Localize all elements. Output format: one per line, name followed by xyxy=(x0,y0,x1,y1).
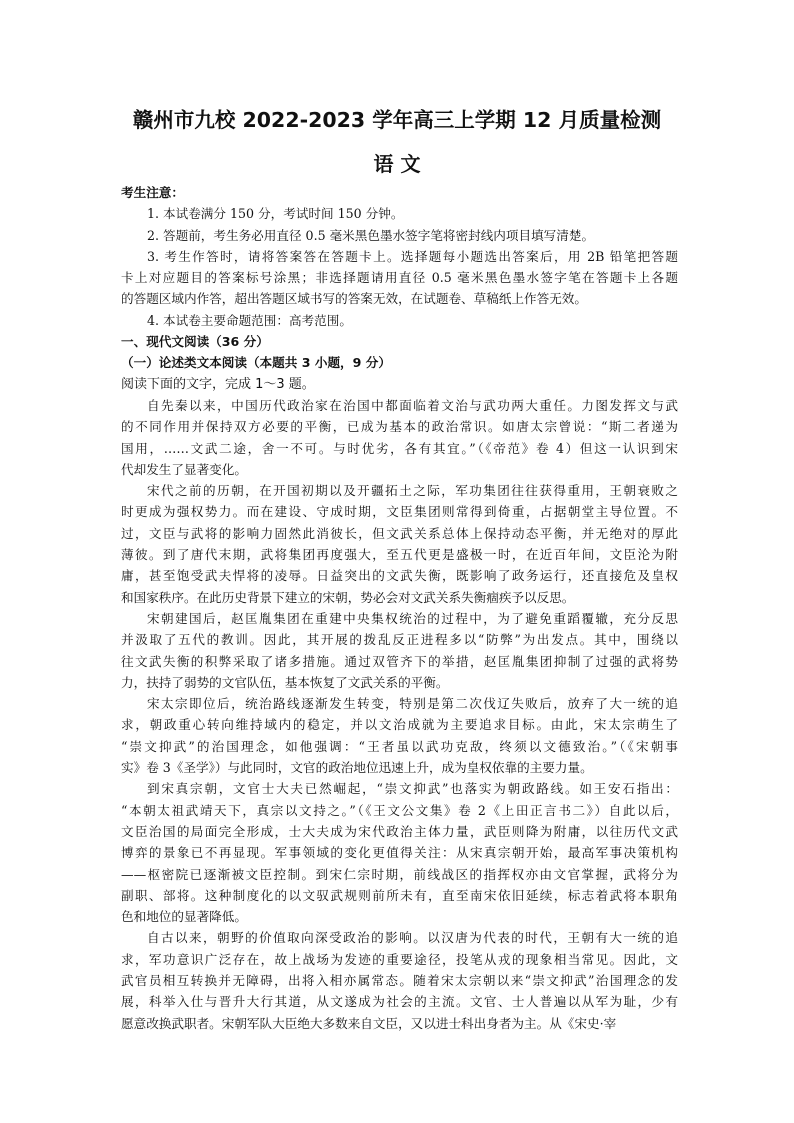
passage-line: 的不同作用并保持双方必要的平衡，已成为基本的政治常识。如唐太宗曾说：“斯二者递为 xyxy=(121,419,678,435)
passage-line: 副职、部将。这种制度化的以文驭武规则前所未有，直至南宋依旧延续，标志着武将本职角 xyxy=(121,887,678,903)
passage-line: 宋太宗即位后，统治路线逐渐发生转变，特别是第二次伐辽失败后，放弃了大一统的追 xyxy=(147,696,678,712)
passage-line: 庸，甚至饱受武夫悍将的凌辱。日益突出的文武失衡，既影响了政务运行，还直接危及皇权 xyxy=(121,568,678,584)
passage-line: “崇文抑武”的治国理念，如他强调：“王者虽以武功克敌，终须以文德致治。”（《宋朝事 xyxy=(121,738,678,754)
notice-item: 1. 本试卷满分 150 分，考试时间 150 分钟。 xyxy=(147,206,404,222)
passage-line: 文臣治国的局面完全形成，士大夫成为宋代政治主体力量，武臣则降为附庸，以往历代文武 xyxy=(121,823,678,839)
passage-line: 愿意改换武职者。宋朝军队大臣绝大多数来自文臣，又以进士科出身者为主。从《宋史·宰 xyxy=(121,1015,617,1031)
passage-line: 宋代之前的历朝，在开国初期以及开疆拓土之际，军功集团往往获得重用，王朝衰败之 xyxy=(147,483,678,499)
passage-line: 自先秦以来，中国历代政治家在治国中都面临着文治与武功两大重任。力图发挥文与武 xyxy=(147,397,678,413)
passage-line: 武官员相互转换并无障碍，出将入相亦属常态。随着宋太宗朝以来“崇文抑武”治国理念的发 xyxy=(121,972,678,988)
passage-line: “本朝太祖武靖天下，真宗以文持之。”（《王文公文集》卷 2《上田正言书二》）自此以后， xyxy=(121,802,678,818)
subsection-heading: （一）论述类文本阅读（本题共 3 小题，9 分） xyxy=(121,355,391,371)
notice-item: 2. 答题前，考生务必用直径 0.5 毫米黑色墨水签字笔将密封线内项目填写清楚。 xyxy=(147,227,595,243)
passage-line: 宋朝建国后，赵匡胤集团在重建中央集权统治的过程中，为了避免重蹈覆辙，充分反思 xyxy=(147,610,678,626)
passage-line: ——枢密院已逐渐被文臣控制。到宋仁宗时期，前线战区的指挥权亦由文官掌握，武将分为 xyxy=(121,866,678,882)
passage-line: 和国家秩序。在此历史背景下建立的宋朝，势必会对文武关系失衡痼疾予以反思。 xyxy=(121,589,575,605)
passage-line: 并汲取了五代的教训。因此，其开展的拨乱反正进程多以“防弊”为出发点。其中，围绕以 xyxy=(121,632,678,648)
exam-body xyxy=(121,182,678,1034)
passage-line: 求，军功意识广泛存在，故上战场为发迹的重要途径，投笔从戎的现象相当常见。因此，文 xyxy=(121,951,678,967)
passage-line: 自古以来，朝野的价值取向深受政治的影响。以汉唐为代表的时代，王朝有大一统的追 xyxy=(147,930,678,946)
passage-line: 展，科举入仕与晋升大行其道，从文遂成为社会的主流。文官、士人普遍以从军为耻，少有 xyxy=(121,994,678,1010)
passage-line: 到宋真宗朝，文官士大夫已然崛起，“崇文抑武”也落实为朝政路线。如王安石指出： xyxy=(147,781,678,797)
passage-line: 往文武失衡的积弊采取了诸多措施。通过双管齐下的举措，赵匡胤集团抑制了过强的武将势 xyxy=(121,653,678,669)
notice-item: 3. 考生作答时，请将答案答在答题卡上。选择题每小题选出答案后，用 2B 铅笔把答题 xyxy=(147,248,678,264)
notice-item: 4. 本试卷主要命题范围：高考范围。 xyxy=(147,312,352,328)
reading-instruction: 阅读下面的文字，完成 1～3 题。 xyxy=(121,376,315,392)
reading-passage xyxy=(121,395,678,1034)
passage-line: 过，文臣与武将的影响力固然此消彼长，但文武关系总体上保持动态平衡，并无绝对的厚此 xyxy=(121,525,678,541)
subject-title: 语 文 xyxy=(373,152,421,176)
passage-line: 力，扶持了弱势的文官队伍，基本恢复了文武关系的平衡。 xyxy=(121,674,449,690)
notice-item: 卡上对应题目的答案标号涂黑；非选择题请用直径 0.5 毫米黑色墨水签字笔在答题卡上各题 xyxy=(121,270,678,286)
passage-line: 博弈的景象已不再显现。军事领域的变化更值得关注：从宋真宗朝开始，最高军事决策机构 xyxy=(121,845,678,861)
passage-line: 薄彼。到了唐代末期，武将集团再度强大，至五代更是盛极一时，在近百年间，文臣沦为附 xyxy=(121,547,678,563)
passage-line: 国用，……文武二途，舍一不可。与时优劣，各有其宜。”（《帝范》卷 4）但这一认识到宋 xyxy=(121,440,678,456)
passage-line: 实》卷 3《圣学》）与此同时，文官的政治地位迅速上升，成为皇权依靠的主要力量。 xyxy=(121,760,593,776)
passage-line: 色和地位的显著降低。 xyxy=(121,909,247,925)
notice-item: 的答题区域内作答，超出答题区域书写的答案无效，在试题卷、草稿纸上作答无效。 xyxy=(121,291,587,307)
passage-line: 代却发生了显著变化。 xyxy=(121,461,247,477)
notice-heading: 考生注意： xyxy=(121,185,184,200)
passage-line: 求，朝政重心转向维持域内的稳定，并以文治成就为主要追求目标。由此，宋太宗萌生了 xyxy=(121,717,678,733)
section-heading: 一、现代文阅读（36 分） xyxy=(121,334,269,350)
exam-title: 赣州市九校 2022-2023 学年高三上学期 12 月质量检测 xyxy=(132,108,662,132)
passage-line: 时更成为强权势力。而在建设、守成时期，文臣集团则常得到倚重，占据朝堂主导位置。不 xyxy=(121,504,678,520)
